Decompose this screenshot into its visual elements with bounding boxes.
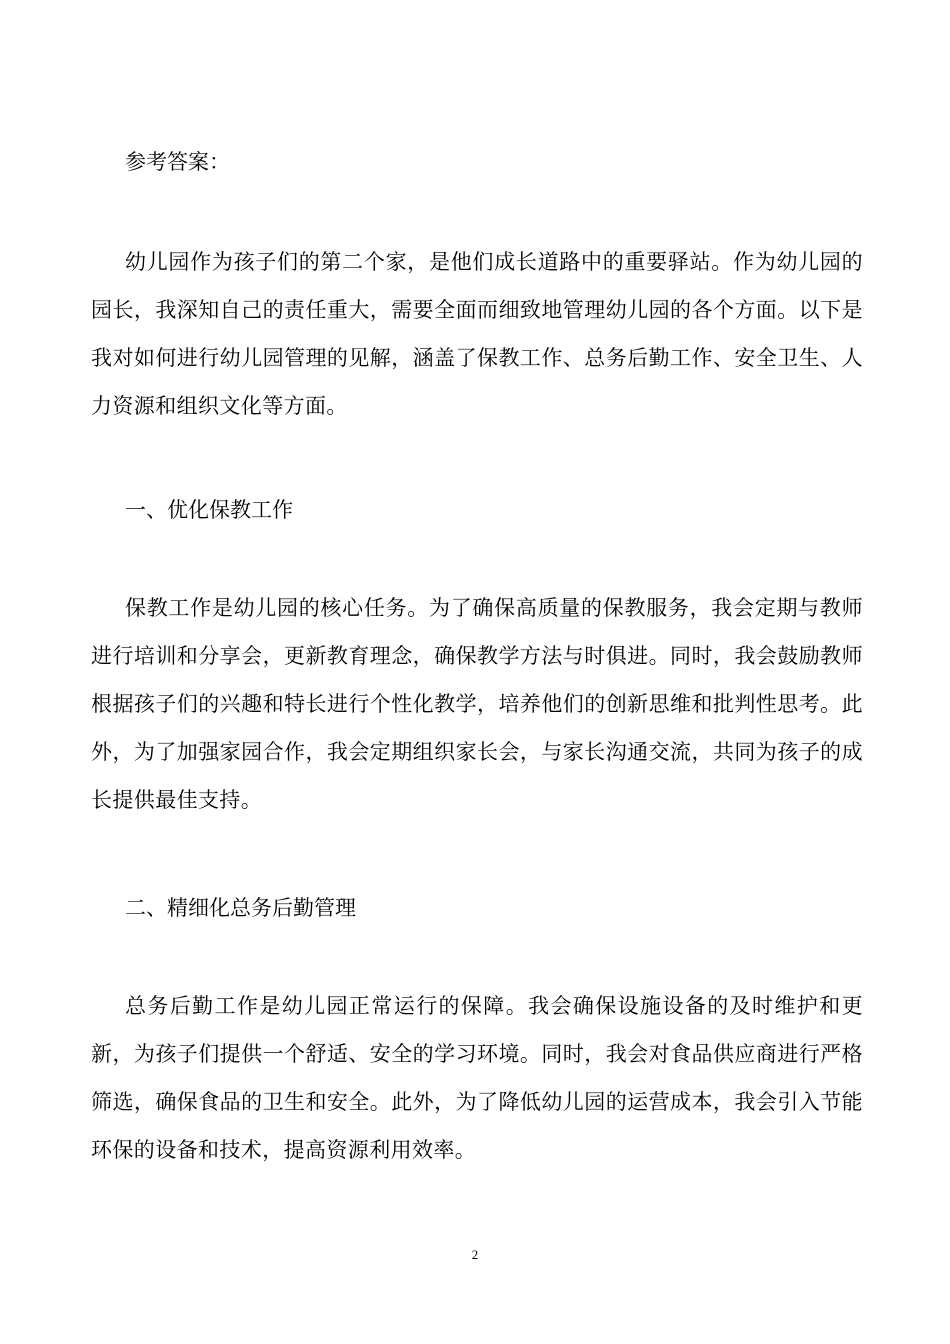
section-body-2: 总务后勤工作是幼儿园正常运行的保障。我会确保设施设备的及时维护和更新，为孩子们提供一个舒适、安全的学习环境。同时，我会对食品供应商进行严格筛选，确保食品的卫生和安全。此外，为了降低幼儿园的运营成本，我会引入节能环保的设备和技术，提高资源利用效率。: [91, 994, 863, 1162]
intro-paragraph: 幼儿园作为孩子们的第二个家，是他们成长道路中的重要驿站。作为幼儿园的园长，我深知自己的责任重大，需要全面而细致地管理幼儿园的各个方面。以下是我对如何进行幼儿园管理的见解，涵盖了保教工作、总务后勤工作、安全卫生、人力资源和组织文化等方面。: [91, 250, 863, 418]
section-heading-2: 二、精细化总务后勤管理: [125, 896, 356, 920]
answer-label: 参考答案：: [125, 150, 230, 174]
page-number: 2: [471, 1247, 479, 1262]
section-heading-1: 一、优化保教工作: [125, 498, 293, 522]
section-body-1: 保教工作是幼儿园的核心任务。为了确保高质量的保教服务，我会定期与教师进行培训和分享会，更新教育理念，确保教学方法与时俱进。同时，我会鼓励教师根据孩子们的兴趣和特长进行个性化教学，培养他们的创新思维和批判性思考。此外，为了加强家园合作，我会定期组织家长会，与家长沟通交流，共同为孩子的成长提供最佳支持。: [91, 596, 863, 812]
